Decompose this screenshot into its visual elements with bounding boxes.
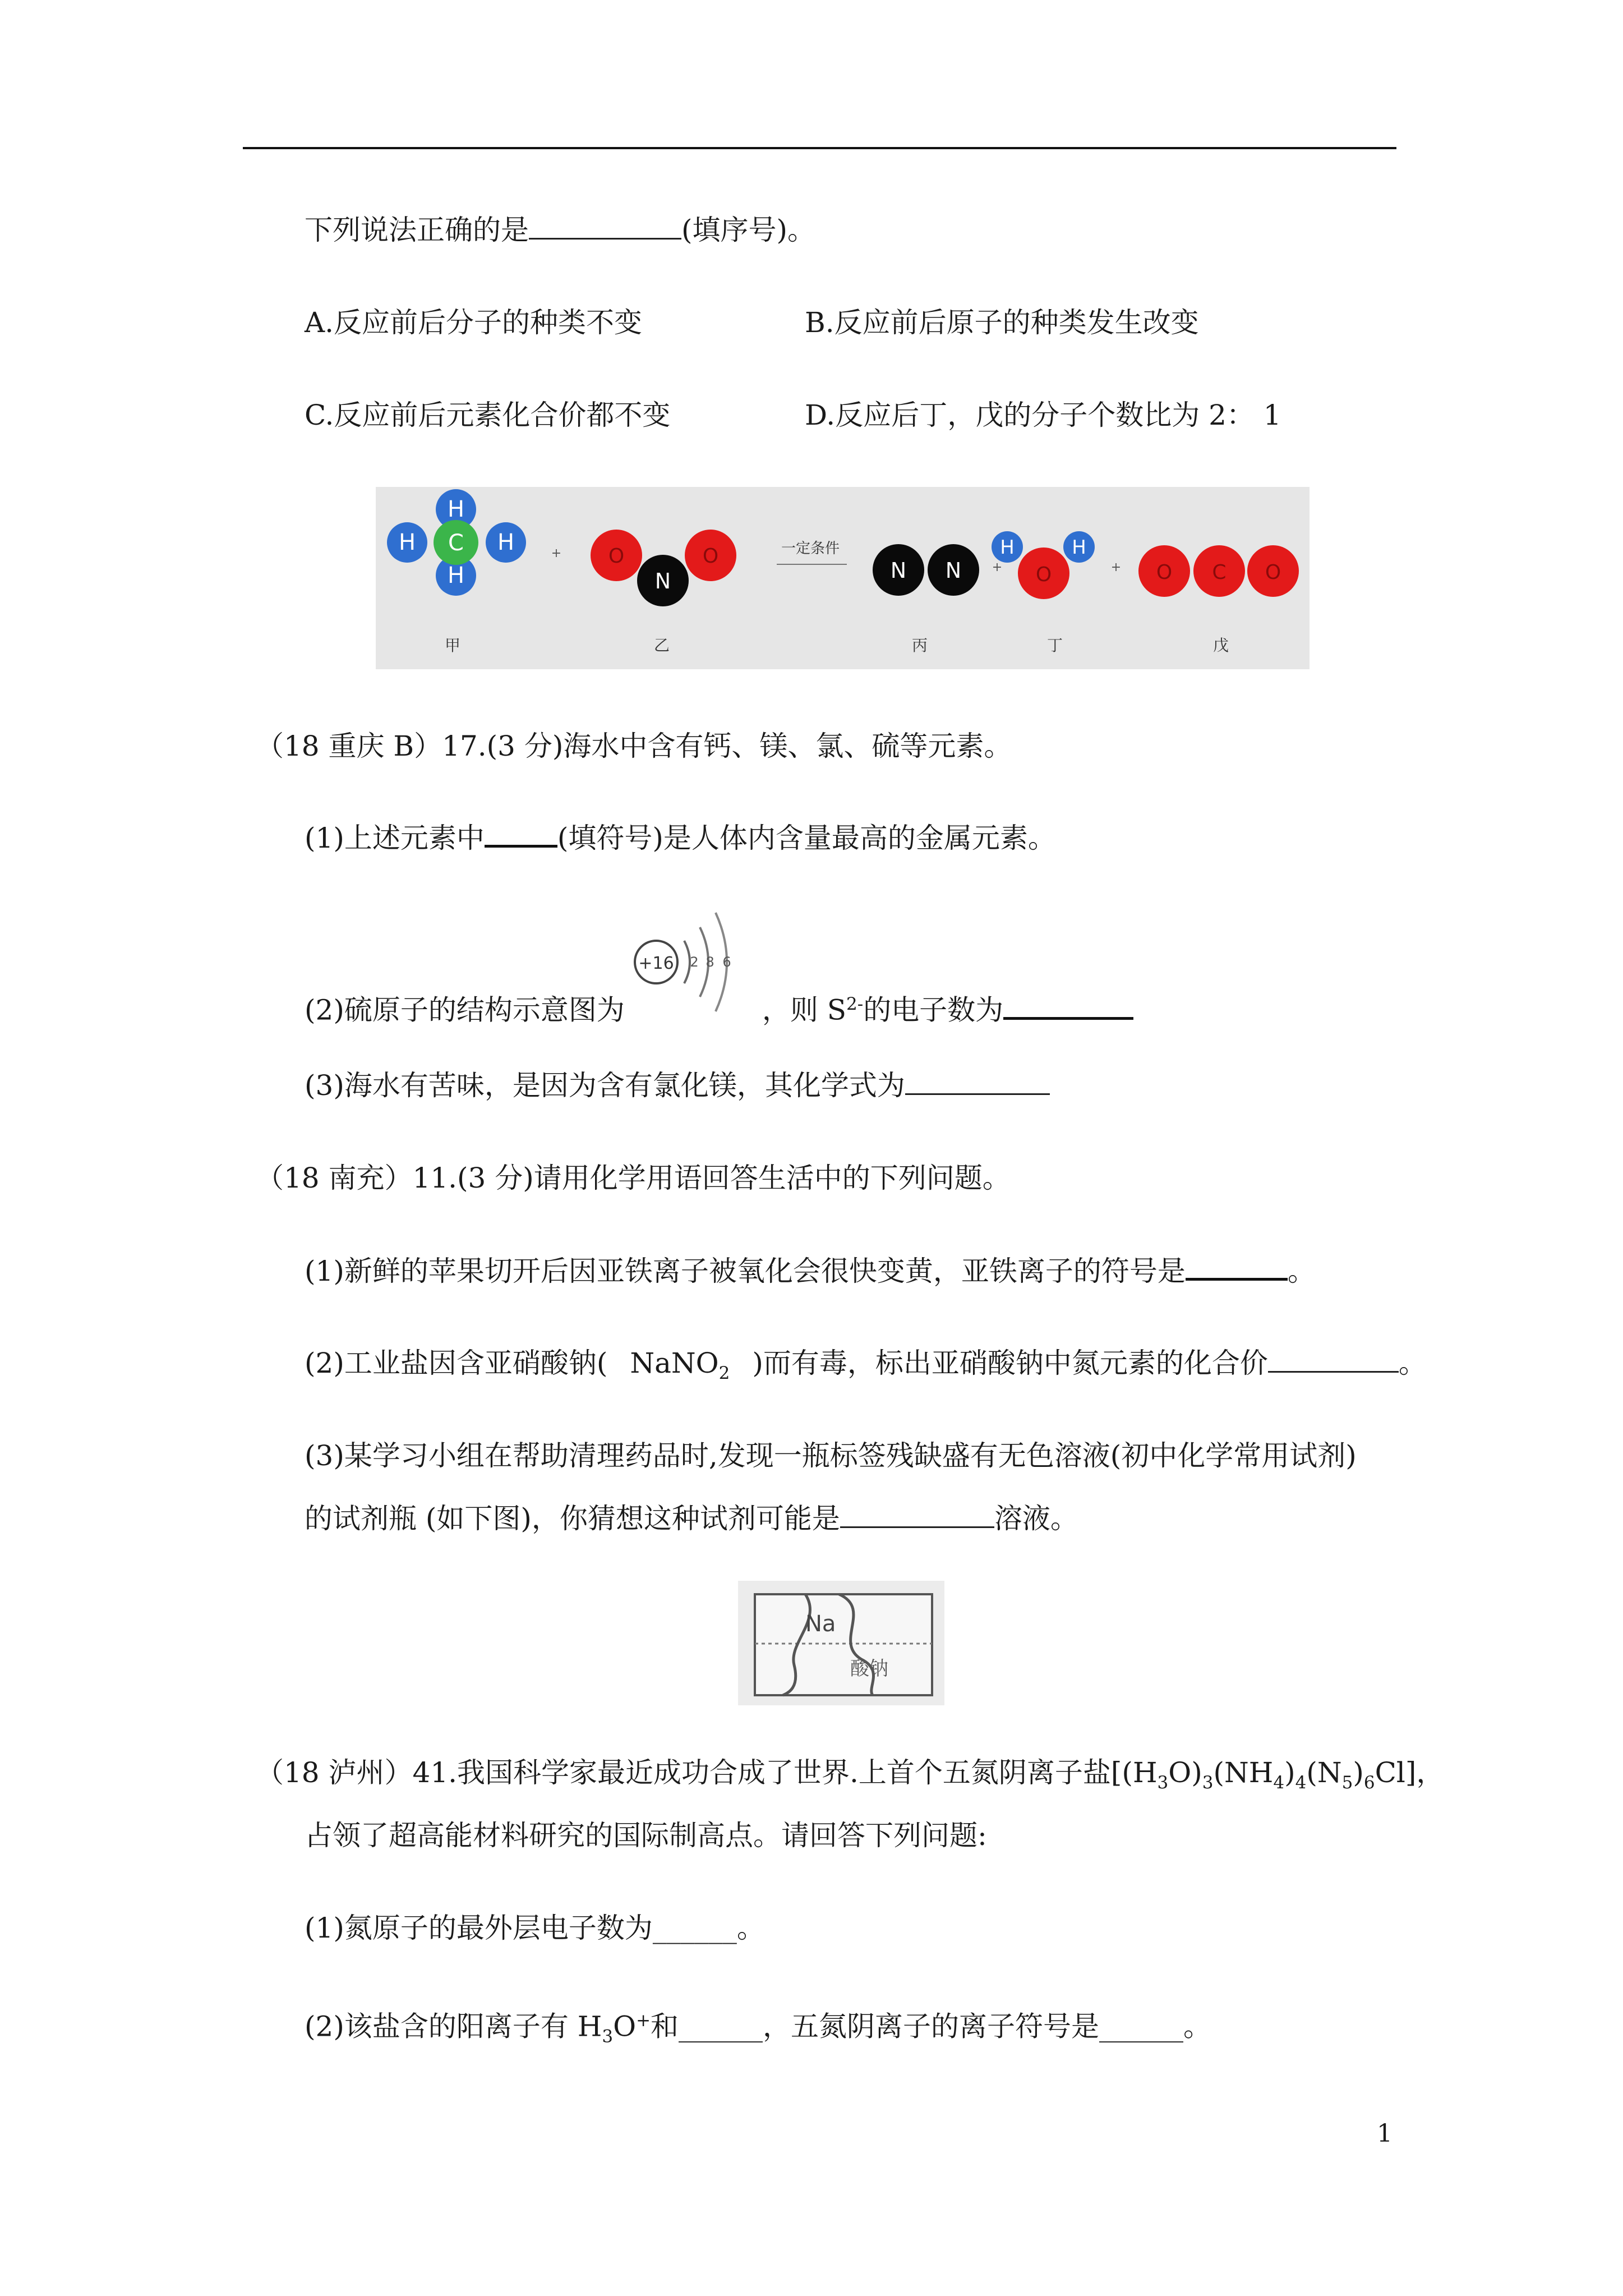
q41-part2: (2)该盐含的阳离子有 $H_3O^+$和______，五氮阴离子的离子符号是______。: [305, 2010, 1212, 2047]
svg-text:+: +: [551, 546, 562, 560]
q41-part1: (1)氮原子的最外层电子数为______。: [305, 1912, 765, 1944]
answer-blank[interactable]: [1268, 1346, 1399, 1373]
reaction-condition: 一定条件: [781, 540, 840, 557]
svg-text:H: H: [497, 530, 515, 555]
svg-text:+: +: [1110, 560, 1122, 574]
molecule-carbon-dioxide: [1138, 545, 1299, 597]
q11-part3-line1: (3)某学习小组在帮助清理药品时,发现一瓶标签残缺盛有无色溶液(初中化学常用试剂): [305, 1439, 1357, 1472]
option-c: C.反应前后元素化合价都不变: [305, 399, 671, 431]
q17-header: （18 重庆 B）17.(3 分)海水中含有钙、镁、氯、硫等元素。: [256, 730, 1012, 762]
answer-blank[interactable]: [1003, 992, 1133, 1020]
answer-blank[interactable]: [485, 820, 557, 848]
q11-part3-line2: 的试剂瓶 (如下图)，你猜想这种试剂可能是 溶液。: [305, 1502, 1078, 1535]
svg-text:8: 8: [706, 954, 714, 970]
svg-text:H: H: [1000, 536, 1015, 559]
answer-blank[interactable]: [840, 1501, 994, 1528]
q17-part1: (1)上述元素中 (填符号)是人体内含量最高的金属元素。: [305, 820, 1056, 856]
label-ding: 丁: [1046, 636, 1063, 655]
svg-text:H: H: [398, 530, 416, 555]
q11-part2: (2)工业盐因含亚硝酸钠( NaNO$_2$ )而有毒，标出亚硝酸钠中氮元素的化合价 。: [305, 1347, 1427, 1383]
q41-header-line2: 占领了超高能材料研究的国际制高点。请回答下列问题:: [305, 1819, 987, 1852]
header-rule: [243, 147, 1396, 149]
answer-blank[interactable]: [905, 1068, 1050, 1095]
svg-text:O: O: [1156, 561, 1173, 584]
option-a: A.反应前后分子的种类不变: [305, 306, 643, 339]
svg-text:+16: +16: [638, 954, 674, 973]
svg-text:H: H: [447, 496, 465, 522]
q11-part1: (1)新鲜的苹果切开后因亚铁离子被氧化会很快变黄，亚铁离子的符号是 。: [305, 1253, 1316, 1289]
label-wu: 戊: [1212, 636, 1229, 655]
q17-part2: (2)硫原子的结构示意图为 ，则 $S^{2-}$的电子数为: [305, 986, 1133, 1028]
svg-text:N: N: [890, 558, 907, 583]
svg-text:+: +: [992, 560, 1003, 574]
label-yi: 乙: [653, 636, 670, 655]
reaction-molecule-diagram: [376, 487, 1310, 669]
svg-text:N: N: [654, 569, 671, 593]
option-d: D.反应后丁，戊的分子个数比为 2： 1: [805, 399, 1281, 431]
answer-blank[interactable]: ______: [1099, 2010, 1184, 2043]
page-number: 1: [1377, 2119, 1393, 2148]
answer-blank[interactable]: [1186, 1253, 1288, 1281]
svg-text:N: N: [945, 558, 962, 583]
answer-blank[interactable]: ______: [652, 1912, 737, 1944]
svg-text:2: 2: [690, 954, 699, 970]
electron-shell: [684, 941, 690, 983]
q11-header: （18 南充）11.(3 分)请用化学用语回答生活中的下列问题。: [256, 1162, 1011, 1194]
svg-text:O: O: [1265, 561, 1281, 584]
svg-text:Na: Na: [805, 1611, 836, 1637]
svg-text:6: 6: [722, 954, 731, 970]
q41-header: （18 泸州）41.我国科学家最近成功合成了世界.上首个五氮阴离子盐$[(H_3O)_3(NH_4)_4(N_5)_6Cl]$，: [256, 1756, 1445, 1793]
answer-blank[interactable]: [529, 213, 681, 240]
svg-text:C: C: [1212, 561, 1227, 584]
svg-text:H: H: [447, 563, 465, 588]
answer-blank[interactable]: ______: [679, 2010, 763, 2043]
torn-label: [755, 1594, 932, 1695]
prev-question-prompt: 下列说法正确的是 (填序号)。: [305, 214, 816, 246]
label-jia: 甲: [444, 636, 461, 655]
svg-text:O: O: [702, 545, 719, 568]
svg-text:O: O: [1035, 563, 1052, 586]
svg-text:C: C: [448, 530, 464, 556]
reagent-bottle-label-image: [738, 1581, 944, 1705]
option-b: B.反应前后原子的种类发生改变: [805, 306, 1199, 339]
q17-part3: (3)海水有苦味，是因为含有氯化镁，其化学式为: [305, 1068, 1050, 1103]
label-bing: 丙: [911, 636, 928, 655]
svg-text:酸钠: 酸钠: [850, 1658, 888, 1680]
svg-text:O: O: [608, 545, 625, 568]
svg-text:H: H: [1072, 536, 1086, 559]
